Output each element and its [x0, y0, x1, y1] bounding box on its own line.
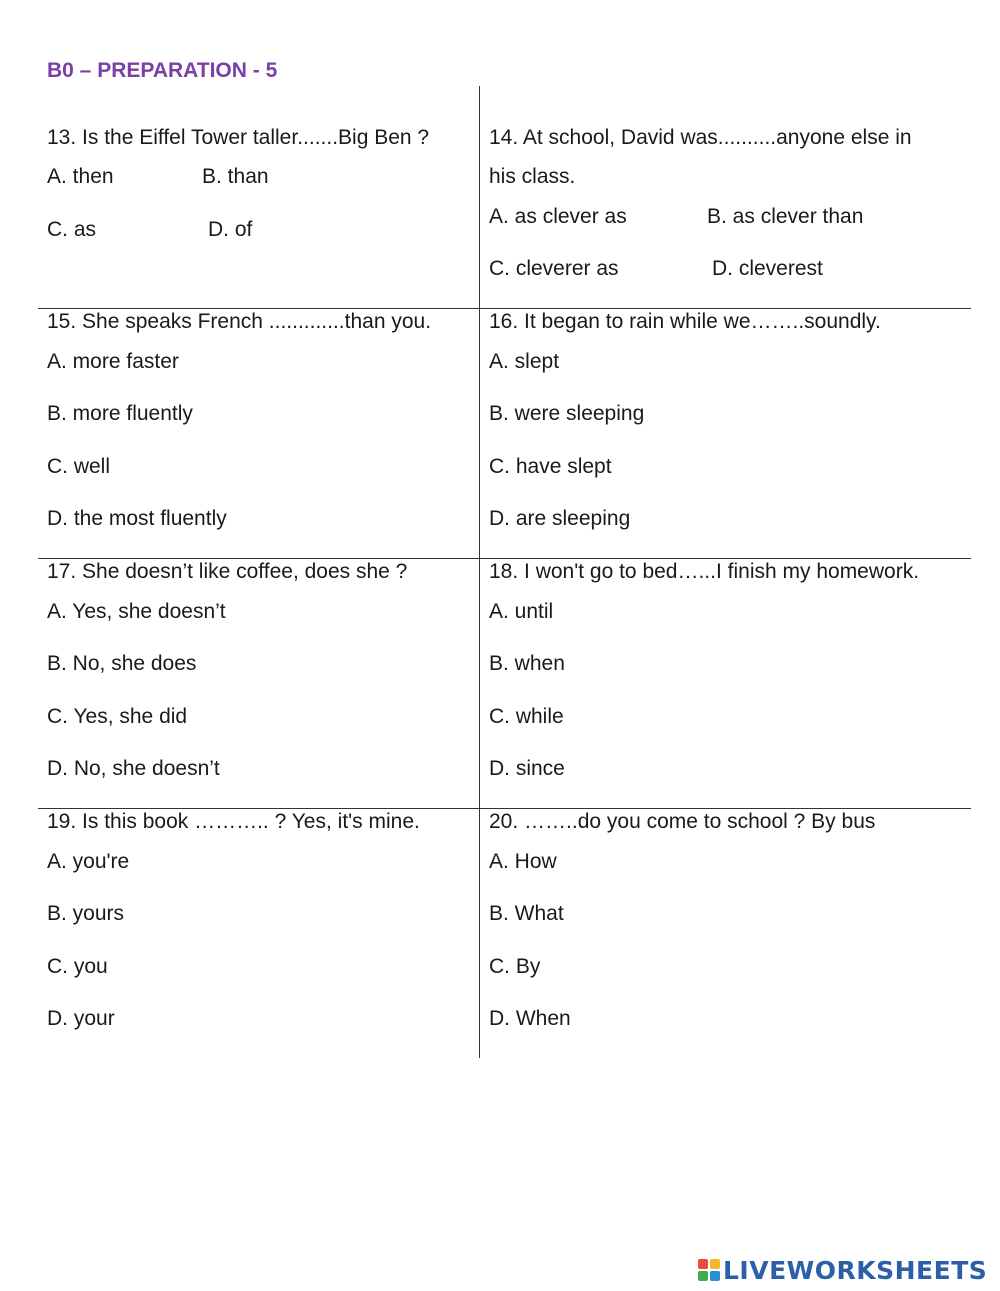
question-15-option-d[interactable]: D. the most fluently: [47, 507, 227, 530]
question-18-option-a[interactable]: A. until: [489, 600, 554, 623]
question-15-option-b[interactable]: B. more fluently: [47, 402, 193, 425]
question-15-option-a[interactable]: A. more faster: [47, 350, 179, 373]
question-20-option-c[interactable]: C. By: [489, 955, 541, 978]
question-17-option-d[interactable]: D. No, she doesn’t: [47, 757, 220, 780]
question-15-option-c[interactable]: C. well: [47, 455, 111, 478]
question-18-option-c[interactable]: C. while: [489, 705, 564, 728]
question-14-stem-continued: his class.: [489, 165, 576, 188]
question-16-option-b[interactable]: B. were sleeping: [489, 402, 645, 425]
question-19-option-d[interactable]: D. your: [47, 1007, 115, 1030]
logo-square-i: [710, 1259, 720, 1269]
column-divider: [479, 86, 480, 1058]
logo-square-l: [698, 1259, 708, 1269]
question-19-stem: 19. Is this book ……….. ? Yes, it's mine.: [47, 810, 420, 833]
question-20-stem: 20. ……..do you come to school ? By bus: [489, 810, 876, 833]
question-19-option-b[interactable]: B. yours: [47, 902, 125, 925]
question-14-option-c[interactable]: C. cleverer as: [489, 257, 619, 280]
question-20-option-b[interactable]: B. What: [489, 902, 564, 925]
question-20-option-a[interactable]: A. How: [489, 850, 557, 873]
question-14-stem: 14. At school, David was..........anyone else in: [489, 126, 912, 149]
question-17-stem: 17. She doesn’t like coffee, does she ?: [47, 560, 408, 583]
question-13-option-d[interactable]: D. of: [208, 218, 253, 241]
liveworksheets-logo: [698, 1254, 987, 1286]
question-17-option-c[interactable]: C. Yes, she did: [47, 705, 188, 728]
logo-mark-icon: [698, 1259, 720, 1281]
question-14-option-a[interactable]: A. as clever as: [489, 205, 627, 228]
question-16-stem: 16. It began to rain while we……..soundly.: [489, 310, 881, 333]
question-20-option-d[interactable]: D. When: [489, 1007, 571, 1030]
question-18-stem: 18. I won't go to bed…...I finish my homework.: [489, 560, 920, 583]
brand-name: LIVEWORKSHEETS: [723, 1255, 988, 1285]
question-17-option-b[interactable]: B. No, she does: [47, 652, 197, 675]
question-13-stem: 13. Is the Eiffel Tower taller.......Big Ben ?: [47, 126, 430, 149]
question-16-option-c[interactable]: C. have slept: [489, 455, 612, 478]
logo-square-e: [710, 1271, 720, 1281]
question-15-stem: 15. She speaks French .............than you.: [47, 310, 432, 333]
question-17-option-a[interactable]: A. Yes, she doesn’t: [47, 600, 226, 623]
question-18-option-b[interactable]: B. when: [489, 652, 565, 675]
question-19-option-c[interactable]: C. you: [47, 955, 108, 978]
question-13-option-a[interactable]: A. then: [47, 165, 114, 188]
question-13-option-c[interactable]: C. as: [47, 218, 97, 241]
worksheet-title: B0 – PREPARATION - 5: [47, 59, 278, 82]
question-16-option-d[interactable]: D. are sleeping: [489, 507, 631, 530]
question-16-option-a[interactable]: A. slept: [489, 350, 560, 373]
question-14-option-b[interactable]: B. as clever than: [707, 205, 864, 228]
question-18-option-d[interactable]: D. since: [489, 757, 565, 780]
question-14-option-d[interactable]: D. cleverest: [712, 257, 823, 280]
question-13-option-b[interactable]: B. than: [202, 165, 269, 188]
logo-square-v: [698, 1271, 708, 1281]
question-19-option-a[interactable]: A. you're: [47, 850, 130, 873]
